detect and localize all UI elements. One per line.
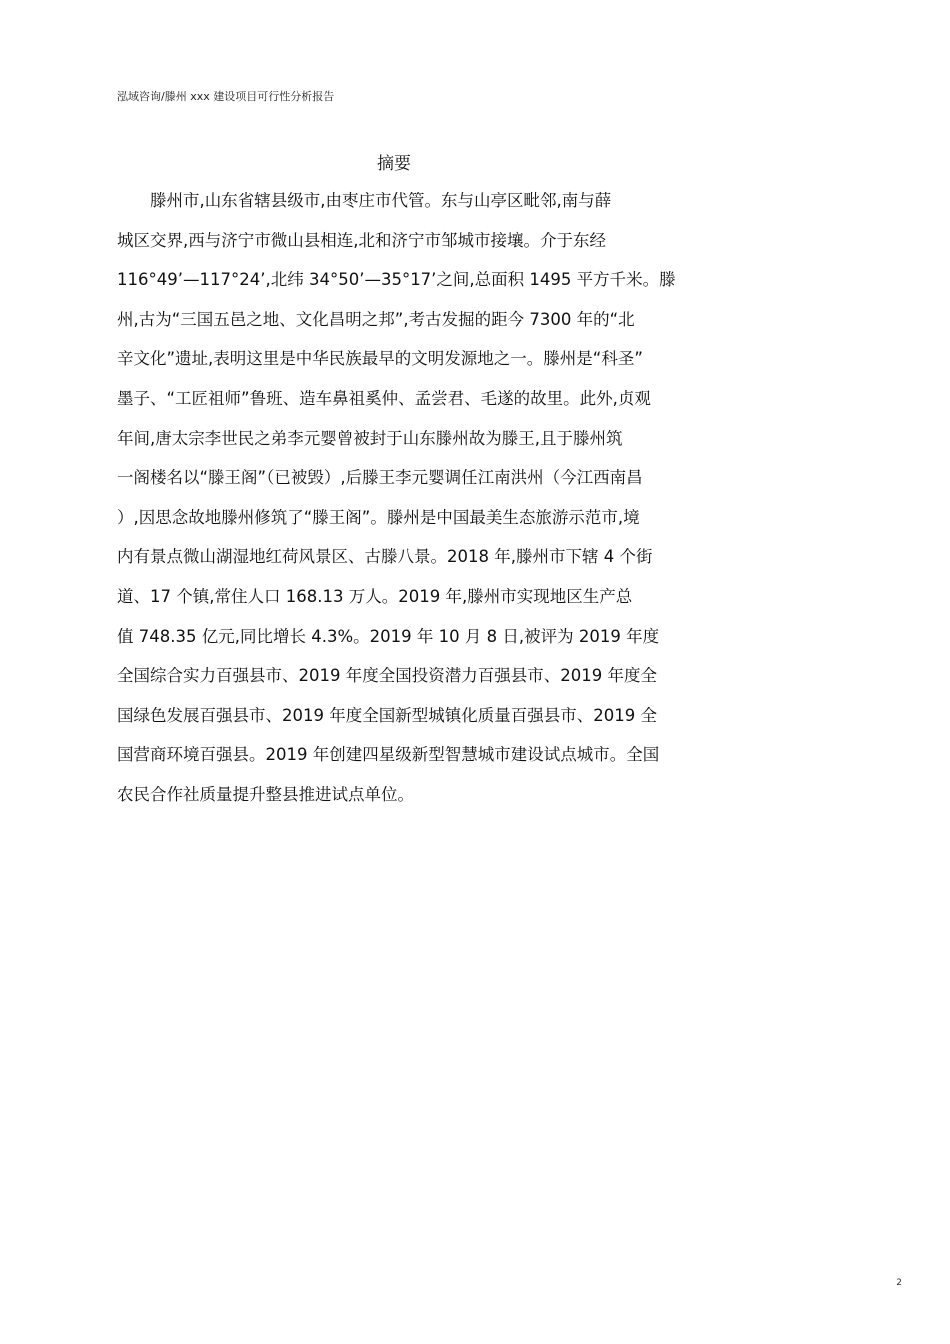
body-line: ）,因思念故地滕州修筑了“滕王阁”。滕州是中国最美生态旅游示范市,境 xyxy=(117,507,640,527)
body-line: 116°49’—117°24’,北纬 34°50’—35°17’之间,总面积 1495 平方千米。滕 xyxy=(117,270,676,290)
body-line: 墨子、“工匠祖师”鲁班、造车鼻祖奚仲、孟尝君、毛遂的故里。此外,贞观 xyxy=(117,388,651,408)
body-line: 城区交界,西与济宁市微山县相连,北和济宁市邹城市接壤。介于东经 xyxy=(117,230,606,250)
body-line: 内有景点微山湖湿地红荷风景区、古滕八景。2018 年,滕州市下辖 4 个街 xyxy=(117,547,653,567)
abstract-body xyxy=(117,188,717,822)
body-line: 州,古为“三国五邑之地、文化昌明之邦”,考古发掘的距今 7300 年的“北 xyxy=(117,309,635,329)
running-header: 泓域咨询/滕州 xxx 建设项目可行性分析报告 xyxy=(117,90,335,103)
section-title: 摘要 xyxy=(377,154,411,174)
body-line: 年间,唐太宗李世民之弟李元婴曾被封于山东滕州故为滕王,且于滕州筑 xyxy=(117,428,623,448)
body-line: 国绿色发展百强县市、2019 年度全国新型城镇化质量百强县市、2019 全 xyxy=(117,705,657,725)
page-number: 2 xyxy=(896,1278,902,1288)
body-line: 值 748.35 亿元,同比增长 4.3%。2019 年 10 月 8 日,被评为 2019 年度 xyxy=(117,626,660,646)
body-line: 一阁楼名以“滕王阁”（已被毁）,后滕王李元婴调任江南洪州（今江西南昌 xyxy=(117,468,643,488)
body-line: 滕州市,山东省辖县级市,由枣庄市代管。东与山亭区毗邻,南与薛 xyxy=(150,191,612,210)
body-line: 辛文化”遗址,表明这里是中华民族最早的文明发源地之一。滕州是“科圣” xyxy=(117,349,643,369)
body-line: 农民合作社质量提升整县推进试点单位。 xyxy=(117,784,414,804)
body-line: 全国综合实力百强县市、2019 年度全国投资潜力百强县市、2019 年度全 xyxy=(117,666,657,686)
body-line: 国营商环境百强县。2019 年创建四星级新型智慧城市建设试点城市。全国 xyxy=(117,745,660,765)
body-line: 道、17 个镇,常住人口 168.13 万人。2019 年,滕州市实现地区生产总 xyxy=(117,586,633,606)
